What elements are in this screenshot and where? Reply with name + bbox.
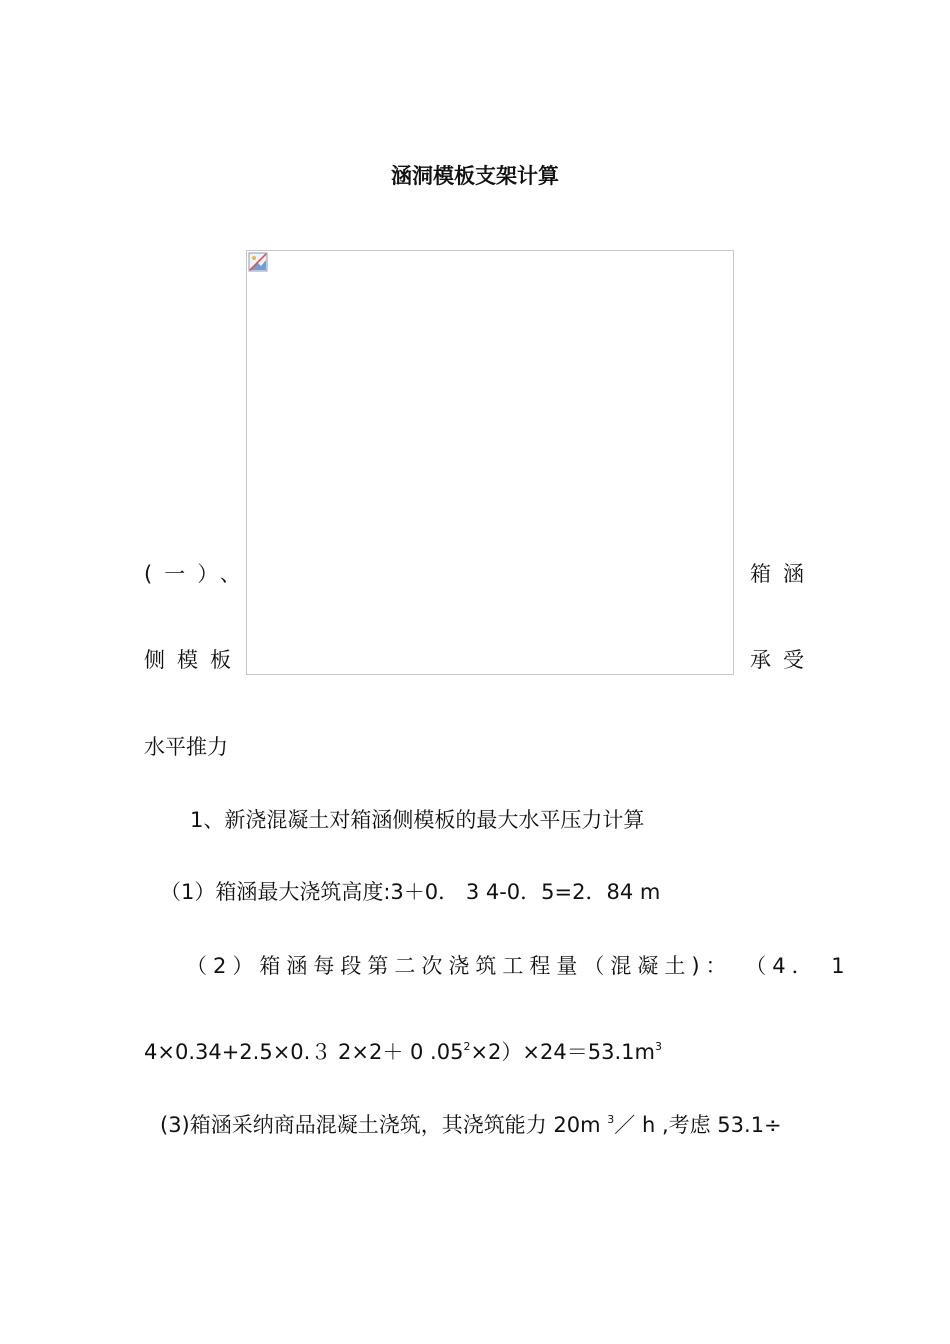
section-heading-right-2: 承受 (750, 648, 816, 672)
paragraph-4-superscript-2: 3 (654, 1040, 662, 1053)
page-title: 涵洞模板支架计算 (391, 164, 559, 188)
paragraph-5 (160, 1112, 782, 1138)
paragraph-4-superscript-1: 2 (463, 1040, 471, 1053)
paragraph-3: （2）箱涵每段第二次浇筑工程量（混凝土)： （4． 1 (186, 954, 851, 978)
paragraph-5-part-a: (3)箱涵采纳商品混凝土浇筑，其浇筑能力 20m (160, 1113, 608, 1137)
section-heading-prefix: (一）、 (144, 562, 253, 586)
broken-image-icon (248, 252, 268, 272)
paragraph-5-superscript: 3 (607, 1113, 615, 1126)
paragraph-1: 1、新浇混凝土对箱涵侧模板的最大水平压力计算 (190, 808, 645, 832)
paragraph-4-part-a: 4×0.34+2.5×0.３ 2×2＋ 0 .05 (144, 1040, 464, 1064)
figure-image (246, 250, 734, 675)
paragraph-2: （1）箱涵最大浇筑高度:3＋0． 3 4-0．5=2．84 m (160, 880, 661, 904)
section-heading-left-2: 侧模板 (144, 648, 243, 672)
paragraph-5-part-b: ／ h ,考虑 53.1÷ (614, 1113, 782, 1137)
section-heading-line-3: 水平推力 (144, 735, 228, 759)
paragraph-4-part-b: ×2）×24＝53.1m (470, 1040, 655, 1064)
section-heading-right-1: 箱涵 (750, 562, 816, 586)
paragraph-4 (144, 1039, 662, 1065)
